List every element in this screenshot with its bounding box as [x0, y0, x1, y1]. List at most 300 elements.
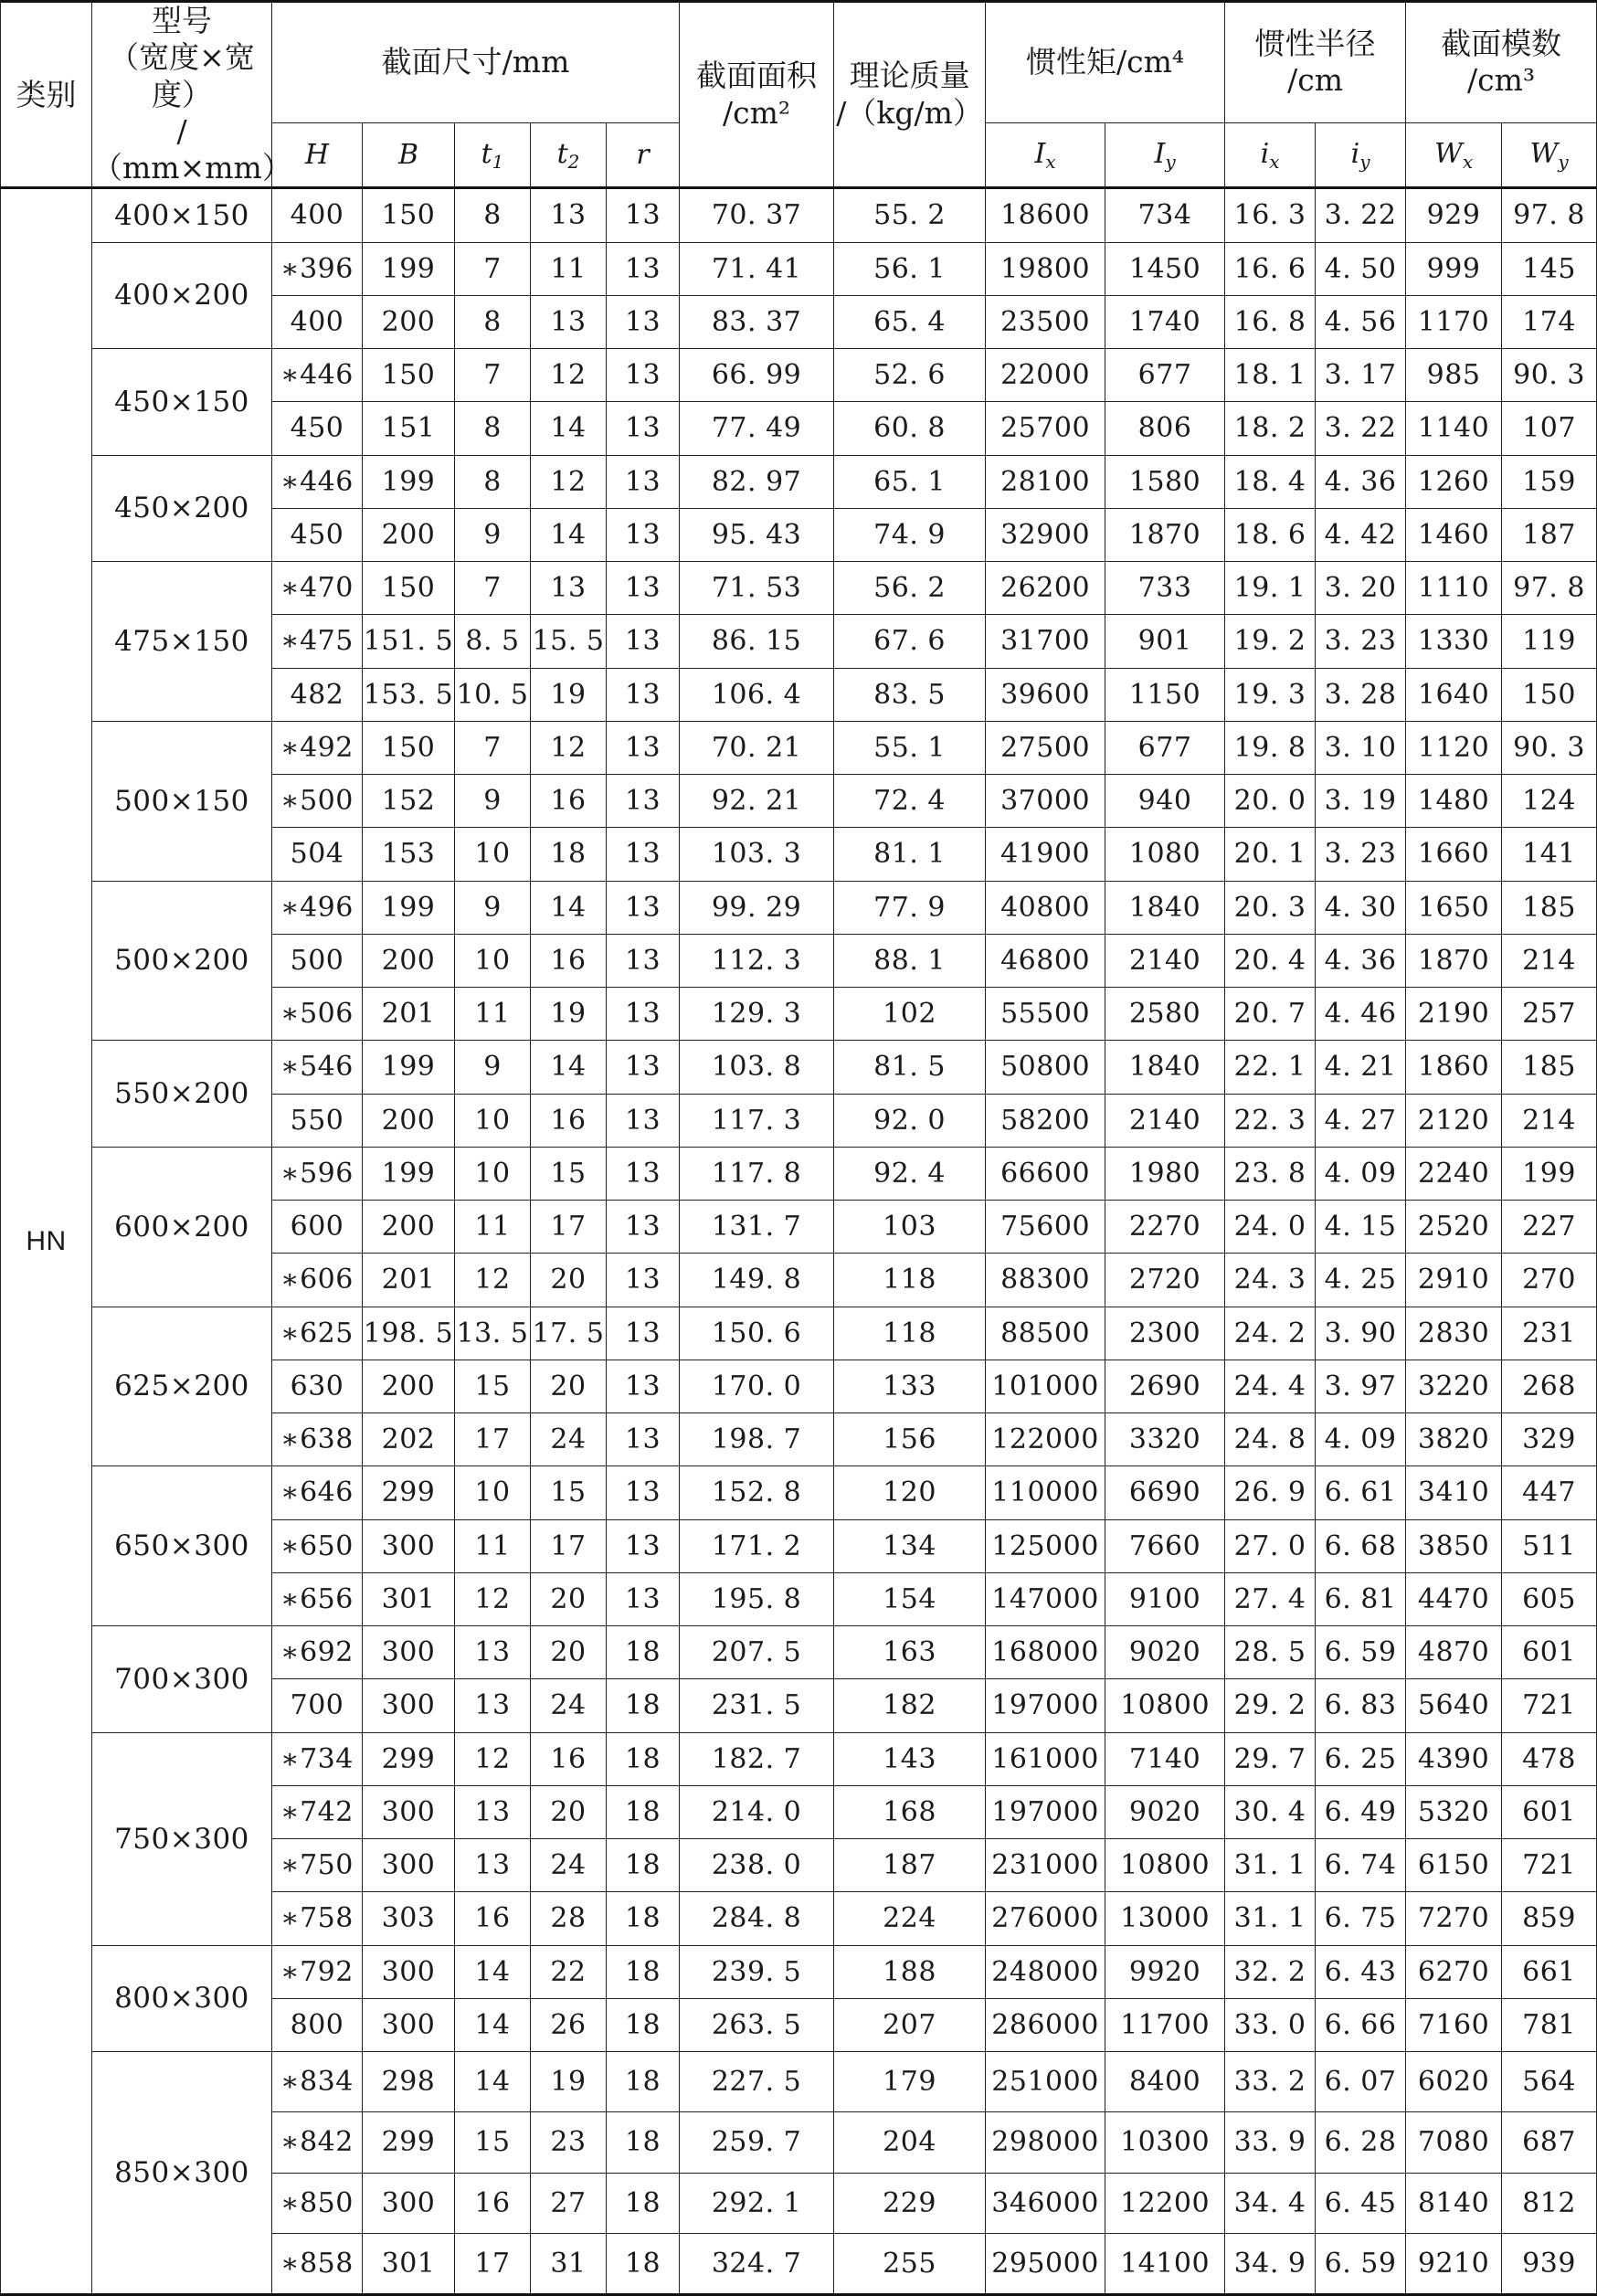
- cell-Wy: 721: [1502, 1839, 1597, 1892]
- cell-Iy: 940: [1105, 775, 1225, 828]
- cell-Iy: 14100: [1105, 2233, 1225, 2294]
- cell-area: 82. 97: [680, 455, 834, 508]
- cell-area: 150. 6: [680, 1307, 834, 1360]
- cell-H: ∗546: [272, 1041, 363, 1094]
- cell-iy: 4. 27: [1316, 1094, 1406, 1147]
- cell-Wx: 1120: [1406, 721, 1502, 774]
- cell-t1: 17: [455, 1413, 531, 1466]
- cell-Wy: 97. 8: [1502, 188, 1597, 242]
- cell-B: 153. 5: [363, 668, 455, 721]
- cell-ix: 20. 3: [1225, 881, 1316, 934]
- cell-B: 300: [363, 1839, 455, 1892]
- cell-r: 13: [607, 881, 680, 934]
- cell-r: 13: [607, 1307, 680, 1360]
- header-Wx: $W_x$: [1406, 122, 1502, 187]
- cell-t1: 13: [455, 1785, 531, 1838]
- cell-H: ∗834: [272, 2052, 363, 2112]
- cell-H: 450: [272, 402, 363, 455]
- cell-t2: 14: [531, 881, 607, 934]
- cell-iy: 3. 23: [1316, 828, 1406, 881]
- cell-mass: 88. 1: [834, 934, 986, 987]
- cell-Wy: 781: [1502, 1998, 1597, 2051]
- cell-B: 200: [363, 934, 455, 987]
- cell-B: 198. 5: [363, 1307, 455, 1360]
- cell-t1: 14: [455, 1945, 531, 1998]
- cell-Iy: 13000: [1105, 1892, 1225, 1945]
- cell-mass: 118: [834, 1254, 986, 1307]
- cell-mass: 156: [834, 1413, 986, 1466]
- cell-area: 214. 0: [680, 1785, 834, 1838]
- cell-area: 129. 3: [680, 988, 834, 1041]
- cell-B: 300: [363, 1626, 455, 1679]
- cell-B: 300: [363, 2173, 455, 2233]
- cell-iy: 3. 17: [1316, 349, 1406, 402]
- cell-H: ∗506: [272, 988, 363, 1041]
- cell-Wy: 268: [1502, 1360, 1597, 1413]
- cell-Wy: 119: [1502, 615, 1597, 668]
- cell-r: 13: [607, 721, 680, 774]
- cell-ix: 20. 1: [1225, 828, 1316, 881]
- cell-ix: 27. 0: [1225, 1519, 1316, 1572]
- cell-ix: 19. 8: [1225, 721, 1316, 774]
- cell-Ix: 197000: [986, 1785, 1105, 1838]
- cell-Iy: 2690: [1105, 1360, 1225, 1413]
- cell-area: 99. 29: [680, 881, 834, 934]
- cell-Wy: 214: [1502, 1094, 1597, 1147]
- cell-Ix: 88300: [986, 1254, 1105, 1307]
- cell-Wy: 174: [1502, 295, 1597, 348]
- cell-H: ∗842: [272, 2112, 363, 2173]
- cell-area: 284. 8: [680, 1892, 834, 1945]
- cell-Wy: 601: [1502, 1626, 1597, 1679]
- cell-t2: 23: [531, 2112, 607, 2173]
- header-Iy: $I_y$: [1105, 122, 1225, 187]
- cell-Ix: 168000: [986, 1626, 1105, 1679]
- cell-mass: 60. 8: [834, 402, 986, 455]
- cell-t1: 10: [455, 1466, 531, 1519]
- header-mass: 理论质量 /（kg/m）: [834, 2, 986, 188]
- cell-B: 300: [363, 1998, 455, 2051]
- cell-Wx: 7270: [1406, 1892, 1502, 1945]
- cell-t1: 10: [455, 1094, 531, 1147]
- cell-B: 298: [363, 2052, 455, 2112]
- cell-ix: 32. 2: [1225, 1945, 1316, 1998]
- cell-Wx: 5640: [1406, 1679, 1502, 1732]
- cell-t2: 12: [531, 455, 607, 508]
- cell-r: 18: [607, 2112, 680, 2173]
- cell-ix: 34. 9: [1225, 2233, 1316, 2294]
- cell-t2: 26: [531, 1998, 607, 2051]
- cell-iy: 4. 36: [1316, 934, 1406, 987]
- cell-mass: 182: [834, 1679, 986, 1732]
- category-cell: HN: [1, 188, 92, 2295]
- table-row: [1, 242, 1597, 295]
- cell-Iy: 806: [1105, 402, 1225, 455]
- cell-t1: 9: [455, 775, 531, 828]
- cell-H: ∗606: [272, 1254, 363, 1307]
- cell-t1: 17: [455, 2233, 531, 2294]
- cell-B: 150: [363, 721, 455, 774]
- cell-iy: 6. 59: [1316, 1626, 1406, 1679]
- cell-Iy: 734: [1105, 188, 1225, 242]
- cell-Ix: 19800: [986, 242, 1105, 295]
- cell-Iy: 2300: [1105, 1307, 1225, 1360]
- cell-mass: 92. 0: [834, 1094, 986, 1147]
- cell-Wx: 7080: [1406, 2112, 1502, 2173]
- cell-Ix: 46800: [986, 934, 1105, 987]
- cell-Wx: 2190: [1406, 988, 1502, 1041]
- cell-t1: 16: [455, 1892, 531, 1945]
- cell-ix: 18. 6: [1225, 508, 1316, 561]
- cell-mass: 65. 1: [834, 455, 986, 508]
- cell-Iy: 677: [1105, 721, 1225, 774]
- cell-Wx: 1110: [1406, 562, 1502, 615]
- cell-Iy: 1840: [1105, 1041, 1225, 1094]
- cell-r: 18: [607, 1626, 680, 1679]
- cell-t2: 24: [531, 1839, 607, 1892]
- cell-Iy: 11700: [1105, 1998, 1225, 2051]
- cell-t1: 8: [455, 188, 531, 242]
- cell-H: ∗496: [272, 881, 363, 934]
- cell-Wx: 3410: [1406, 1466, 1502, 1519]
- cell-H: ∗625: [272, 1307, 363, 1360]
- cell-area: 170. 0: [680, 1360, 834, 1413]
- cell-Wy: 511: [1502, 1519, 1597, 1572]
- cell-Iy: 3320: [1105, 1413, 1225, 1466]
- cell-mass: 83. 5: [834, 668, 986, 721]
- cell-r: 18: [607, 1945, 680, 1998]
- cell-Wy: 159: [1502, 455, 1597, 508]
- cell-Wy: 199: [1502, 1147, 1597, 1200]
- cell-Wx: 5320: [1406, 1785, 1502, 1838]
- cell-r: 13: [607, 934, 680, 987]
- cell-B: 201: [363, 988, 455, 1041]
- table-row: [1, 2052, 1597, 2112]
- cell-mass: 55. 2: [834, 188, 986, 242]
- cell-mass: 81. 1: [834, 828, 986, 881]
- cell-area: 103. 8: [680, 1041, 834, 1094]
- cell-H: 500: [272, 934, 363, 987]
- cell-Wx: 999: [1406, 242, 1502, 295]
- model-cell: 850×300: [92, 2052, 272, 2295]
- cell-ix: 29. 2: [1225, 1679, 1316, 1732]
- cell-Wy: 145: [1502, 242, 1597, 295]
- cell-mass: 187: [834, 1839, 986, 1892]
- cell-Wx: 929: [1406, 188, 1502, 242]
- header-gyration-radius: 惯性半径 /cm: [1225, 2, 1406, 123]
- cell-Ix: 295000: [986, 2233, 1105, 2294]
- cell-ix: 28. 5: [1225, 1626, 1316, 1679]
- cell-Iy: 2140: [1105, 1094, 1225, 1147]
- cell-mass: 154: [834, 1572, 986, 1625]
- cell-r: 13: [607, 1360, 680, 1413]
- cell-iy: 6. 75: [1316, 1892, 1406, 1945]
- cell-Ix: 251000: [986, 2052, 1105, 2112]
- cell-Wx: 6270: [1406, 1945, 1502, 1998]
- cell-Ix: 58200: [986, 1094, 1105, 1147]
- header-section-modulus: 截面模数 /cm³: [1406, 2, 1597, 123]
- model-cell: 475×150: [92, 562, 272, 722]
- cell-Iy: 10300: [1105, 2112, 1225, 2173]
- header-area: 截面面积 /cm²: [680, 2, 834, 188]
- cell-area: 292. 1: [680, 2173, 834, 2233]
- cell-ix: 20. 4: [1225, 934, 1316, 987]
- cell-Ix: 75600: [986, 1201, 1105, 1254]
- cell-Wx: 7160: [1406, 1998, 1502, 2051]
- cell-B: 300: [363, 1945, 455, 1998]
- cell-t1: 15: [455, 1360, 531, 1413]
- model-cell: 400×200: [92, 242, 272, 349]
- cell-t1: 12: [455, 1732, 531, 1785]
- cell-B: 299: [363, 2112, 455, 2173]
- cell-iy: 4. 42: [1316, 508, 1406, 561]
- cell-t2: 19: [531, 2052, 607, 2112]
- cell-r: 13: [607, 1519, 680, 1572]
- cell-Wx: 9210: [1406, 2233, 1502, 2294]
- cell-Wy: 90. 3: [1502, 349, 1597, 402]
- cell-ix: 33. 9: [1225, 2112, 1316, 2173]
- cell-Iy: 1740: [1105, 295, 1225, 348]
- cell-iy: 3. 10: [1316, 721, 1406, 774]
- cell-Ix: 101000: [986, 1360, 1105, 1413]
- model-cell: 750×300: [92, 1732, 272, 1945]
- cell-iy: 4. 50: [1316, 242, 1406, 295]
- cell-H: 800: [272, 1998, 363, 2051]
- cell-H: ∗656: [272, 1572, 363, 1625]
- cell-t1: 8. 5: [455, 615, 531, 668]
- cell-Ix: 41900: [986, 828, 1105, 881]
- cell-area: 83. 37: [680, 295, 834, 348]
- cell-Wx: 3820: [1406, 1413, 1502, 1466]
- cell-t1: 7: [455, 562, 531, 615]
- cell-Ix: 37000: [986, 775, 1105, 828]
- cell-iy: 6. 49: [1316, 1785, 1406, 1838]
- table-row: [1, 1147, 1597, 1200]
- cell-r: 13: [607, 828, 680, 881]
- cell-Ix: 32900: [986, 508, 1105, 561]
- cell-t1: 12: [455, 1572, 531, 1625]
- cell-Iy: 2270: [1105, 1201, 1225, 1254]
- cell-H: ∗470: [272, 562, 363, 615]
- cell-area: 324. 7: [680, 2233, 834, 2294]
- cell-Iy: 6690: [1105, 1466, 1225, 1519]
- cell-H: ∗396: [272, 242, 363, 295]
- cell-ix: 20. 0: [1225, 775, 1316, 828]
- cell-t1: 12: [455, 1254, 531, 1307]
- cell-Ix: 26200: [986, 562, 1105, 615]
- cell-Ix: 197000: [986, 1679, 1105, 1732]
- cell-H: ∗446: [272, 455, 363, 508]
- cell-iy: 3. 20: [1316, 562, 1406, 615]
- cell-r: 13: [607, 1254, 680, 1307]
- cell-mass: 52. 6: [834, 349, 986, 402]
- cell-Wy: 687: [1502, 2112, 1597, 2173]
- cell-mass: 143: [834, 1732, 986, 1785]
- cell-t2: 12: [531, 721, 607, 774]
- cell-Iy: 1080: [1105, 828, 1225, 881]
- cell-t2: 16: [531, 934, 607, 987]
- cell-iy: 3. 22: [1316, 188, 1406, 242]
- cell-H: 482: [272, 668, 363, 721]
- cell-H: 400: [272, 295, 363, 348]
- cell-Wy: 185: [1502, 1041, 1597, 1094]
- cell-H: ∗446: [272, 349, 363, 402]
- cell-t1: 11: [455, 1201, 531, 1254]
- cell-mass: 118: [834, 1307, 986, 1360]
- cell-iy: 4. 21: [1316, 1041, 1406, 1094]
- cell-t2: 15. 5: [531, 615, 607, 668]
- cell-r: 13: [607, 1466, 680, 1519]
- cell-t1: 14: [455, 2052, 531, 2112]
- cell-r: 13: [607, 775, 680, 828]
- cell-H: ∗638: [272, 1413, 363, 1466]
- cell-iy: 4. 15: [1316, 1201, 1406, 1254]
- cell-iy: 3. 22: [1316, 402, 1406, 455]
- cell-t1: 10: [455, 828, 531, 881]
- cell-r: 13: [607, 668, 680, 721]
- cell-Ix: 39600: [986, 668, 1105, 721]
- cell-t1: 10: [455, 1147, 531, 1200]
- cell-B: 201: [363, 1254, 455, 1307]
- cell-Wx: 1650: [1406, 881, 1502, 934]
- cell-area: 103. 3: [680, 828, 834, 881]
- cell-mass: 229: [834, 2173, 986, 2233]
- cell-Wy: 601: [1502, 1785, 1597, 1838]
- cell-r: 13: [607, 455, 680, 508]
- cell-mass: 204: [834, 2112, 986, 2173]
- cell-Wy: 859: [1502, 1892, 1597, 1945]
- cell-Wy: 812: [1502, 2173, 1597, 2233]
- cell-Wx: 1870: [1406, 934, 1502, 987]
- cell-ix: 24. 4: [1225, 1360, 1316, 1413]
- cell-Wy: 661: [1502, 1945, 1597, 1998]
- cell-t2: 17. 5: [531, 1307, 607, 1360]
- cell-Wx: 2120: [1406, 1094, 1502, 1147]
- cell-Wx: 1140: [1406, 402, 1502, 455]
- cell-Wy: 141: [1502, 828, 1597, 881]
- cell-area: 131. 7: [680, 1201, 834, 1254]
- cell-iy: 6. 66: [1316, 1998, 1406, 2051]
- cell-ix: 16. 8: [1225, 295, 1316, 348]
- cell-ix: 27. 4: [1225, 1572, 1316, 1625]
- cell-Wy: 227: [1502, 1201, 1597, 1254]
- cell-mass: 74. 9: [834, 508, 986, 561]
- cell-ix: 33. 2: [1225, 2052, 1316, 2112]
- cell-ix: 18. 1: [1225, 349, 1316, 402]
- cell-t2: 27: [531, 2173, 607, 2233]
- cell-mass: 133: [834, 1360, 986, 1413]
- model-cell: 500×200: [92, 881, 272, 1041]
- cell-B: 199: [363, 1041, 455, 1094]
- cell-Wx: 3220: [1406, 1360, 1502, 1413]
- cell-Wy: 187: [1502, 508, 1597, 561]
- cell-Ix: 276000: [986, 1892, 1105, 1945]
- cell-B: 151. 5: [363, 615, 455, 668]
- cell-iy: 4. 30: [1316, 881, 1406, 934]
- cell-iy: 3. 90: [1316, 1307, 1406, 1360]
- cell-Ix: 161000: [986, 1732, 1105, 1785]
- cell-t2: 22: [531, 1945, 607, 1998]
- table-row: [1, 1626, 1597, 1679]
- cell-t1: 15: [455, 2112, 531, 2173]
- cell-B: 300: [363, 1519, 455, 1572]
- cell-Iy: 9020: [1105, 1626, 1225, 1679]
- cell-area: 195. 8: [680, 1572, 834, 1625]
- cell-area: 259. 7: [680, 2112, 834, 2173]
- cell-r: 18: [607, 1732, 680, 1785]
- header-H: H: [272, 122, 363, 187]
- cell-t2: 24: [531, 1413, 607, 1466]
- cell-Wx: 1860: [1406, 1041, 1502, 1094]
- cell-t1: 11: [455, 988, 531, 1041]
- cell-B: 152: [363, 775, 455, 828]
- cell-Ix: 28100: [986, 455, 1105, 508]
- cell-Wy: 447: [1502, 1466, 1597, 1519]
- cell-Iy: 8400: [1105, 2052, 1225, 2112]
- cell-Wy: 231: [1502, 1307, 1597, 1360]
- model-cell: 450×200: [92, 455, 272, 562]
- cell-Wx: 6020: [1406, 2052, 1502, 2112]
- cell-B: 303: [363, 1892, 455, 1945]
- cell-B: 300: [363, 1785, 455, 1838]
- model-cell: 625×200: [92, 1307, 272, 1466]
- cell-B: 301: [363, 2233, 455, 2294]
- cell-Iy: 9020: [1105, 1785, 1225, 1838]
- cell-r: 13: [607, 1413, 680, 1466]
- cell-Wx: 1480: [1406, 775, 1502, 828]
- cell-B: 200: [363, 1360, 455, 1413]
- cell-iy: 6. 25: [1316, 1732, 1406, 1785]
- cell-t1: 8: [455, 402, 531, 455]
- cell-H: ∗758: [272, 1892, 363, 1945]
- cell-area: 95. 43: [680, 508, 834, 561]
- cell-Wy: 329: [1502, 1413, 1597, 1466]
- cell-Ix: 147000: [986, 1572, 1105, 1625]
- cell-r: 18: [607, 1679, 680, 1732]
- cell-Ix: 231000: [986, 1839, 1105, 1892]
- cell-iy: 6. 83: [1316, 1679, 1406, 1732]
- cell-area: 171. 2: [680, 1519, 834, 1572]
- cell-t1: 9: [455, 508, 531, 561]
- cell-Wx: 985: [1406, 349, 1502, 402]
- cell-t2: 16: [531, 1732, 607, 1785]
- cell-H: 400: [272, 188, 363, 242]
- cell-Wx: 2520: [1406, 1201, 1502, 1254]
- header-t1: $t_1$: [455, 122, 531, 187]
- cell-ix: 29. 7: [1225, 1732, 1316, 1785]
- header-Wy: $W_y$: [1502, 122, 1597, 187]
- cell-H: ∗492: [272, 721, 363, 774]
- table-row: [1, 455, 1597, 508]
- cell-H: ∗792: [272, 1945, 363, 1998]
- cell-Wx: 1170: [1406, 295, 1502, 348]
- cell-area: 106. 4: [680, 668, 834, 721]
- cell-area: 239. 5: [680, 1945, 834, 1998]
- cell-r: 18: [607, 2173, 680, 2233]
- cell-H: ∗500: [272, 775, 363, 828]
- cell-H: ∗692: [272, 1626, 363, 1679]
- cell-mass: 168: [834, 1785, 986, 1838]
- model-cell: 500×150: [92, 721, 272, 881]
- cell-iy: 4. 09: [1316, 1413, 1406, 1466]
- table-row: [1, 1732, 1597, 1785]
- cell-B: 299: [363, 1732, 455, 1785]
- cell-r: 13: [607, 1094, 680, 1147]
- cell-r: 18: [607, 2233, 680, 2294]
- cell-Ix: 40800: [986, 881, 1105, 934]
- table-row: [1, 1466, 1597, 1519]
- cell-mass: 65. 4: [834, 295, 986, 348]
